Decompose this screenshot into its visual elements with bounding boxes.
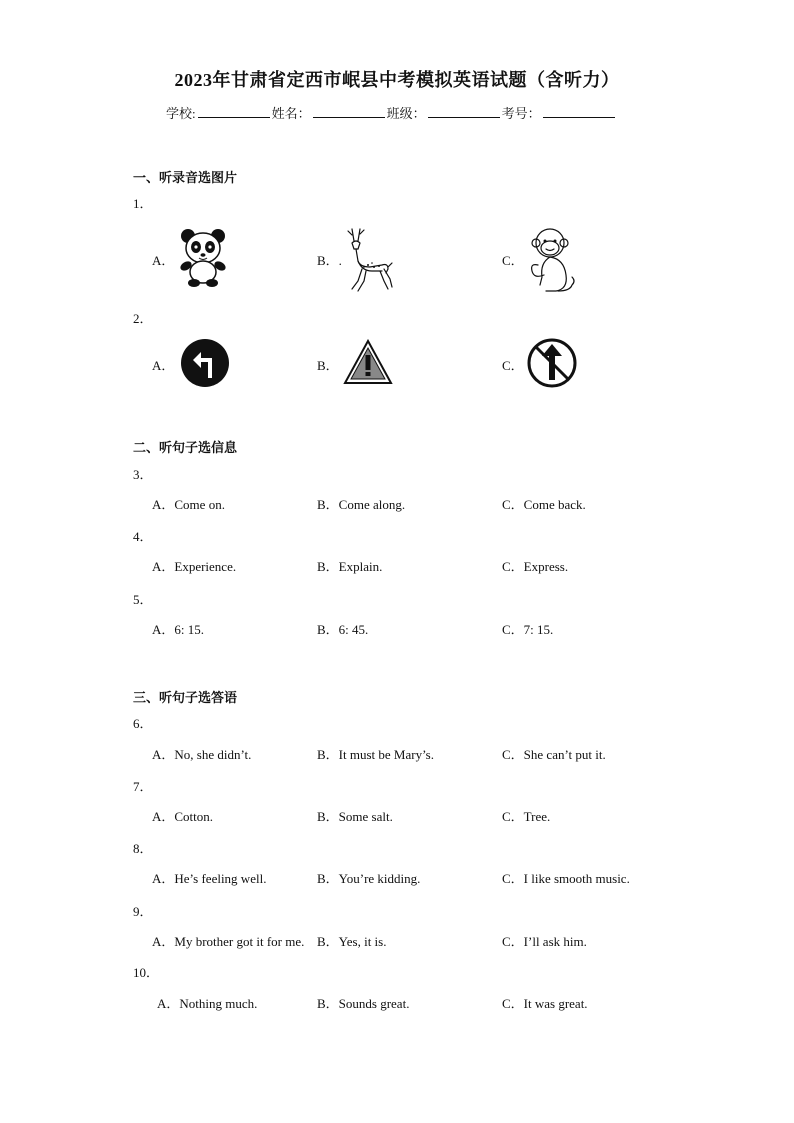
section-heading-3: 三、听句子选答语	[133, 690, 238, 705]
q1-option-c[interactable]: C．	[502, 253, 524, 268]
q5-option-a[interactable]: A．6: 15.	[152, 622, 205, 637]
school-blank[interactable]	[198, 105, 270, 118]
question-number-9: 9．	[133, 904, 153, 919]
number-label: 考号：	[501, 106, 541, 121]
class-blank[interactable]	[428, 105, 500, 118]
student-info-line	[166, 103, 617, 122]
question-number-3: 3．	[133, 467, 153, 482]
section-heading-1: 一、听录音选图片	[133, 170, 238, 185]
q3-option-b[interactable]: B．Come along.	[317, 497, 406, 512]
q1-option-b[interactable]: B．.	[317, 253, 342, 268]
deer-icon	[344, 227, 394, 293]
q9-option-b[interactable]: B．Yes, it is.	[317, 934, 387, 949]
question-number-10: 10．	[133, 965, 160, 980]
q7-option-c[interactable]: C．Tree.	[502, 809, 551, 824]
question-number-8: 8．	[133, 841, 153, 856]
q8-option-c[interactable]: C．I like smooth music.	[502, 871, 630, 886]
q4-option-b[interactable]: B．Explain.	[317, 559, 383, 574]
turn-left-sign-icon	[180, 338, 230, 388]
q8-option-a[interactable]: A．He’s feeling well.	[152, 871, 267, 886]
q9-option-c[interactable]: C．I’ll ask him.	[502, 934, 587, 949]
no-straight-sign-icon	[527, 338, 577, 388]
q3-option-a[interactable]: A．Come on.	[152, 497, 225, 512]
q5-option-c[interactable]: C．7: 15.	[502, 622, 554, 637]
q2-option-b[interactable]: B．	[317, 358, 339, 373]
question-number-1: 1．	[133, 196, 153, 211]
panda-icon	[178, 226, 228, 288]
q1-option-a[interactable]: A．	[152, 253, 175, 268]
question-number-5: 5．	[133, 592, 153, 607]
page-title: 2023年甘肃省定西市岷县中考模拟英语试题（含听力）	[174, 70, 620, 90]
q7-option-b[interactable]: B．Some salt.	[317, 809, 393, 824]
q6-option-b[interactable]: B．It must be Mary’s.	[317, 747, 434, 762]
q5-option-b[interactable]: B．6: 45.	[317, 622, 369, 637]
q10-option-c[interactable]: C．It was great.	[502, 996, 588, 1011]
question-number-2: 2．	[133, 311, 153, 326]
school-label: 学校:	[166, 106, 196, 121]
q4-option-c[interactable]: C．Express.	[502, 559, 569, 574]
q10-option-a[interactable]: A．Nothing much.	[157, 996, 258, 1011]
question-number-7: 7．	[133, 779, 153, 794]
q6-option-c[interactable]: C．She can’t put it.	[502, 747, 606, 762]
q2-option-a[interactable]: A．	[152, 358, 175, 373]
q2-option-c[interactable]: C．	[502, 358, 524, 373]
question-number-6: 6．	[133, 716, 153, 731]
q6-option-a[interactable]: A．No, she didn’t.	[152, 747, 252, 762]
class-label: 班级：	[386, 106, 426, 121]
q4-option-a[interactable]: A．Experience.	[152, 559, 237, 574]
q10-option-b[interactable]: B．Sounds great.	[317, 996, 410, 1011]
q8-option-b[interactable]: B．You’re kidding.	[317, 871, 421, 886]
number-blank[interactable]	[543, 105, 615, 118]
section-heading-2: 二、听句子选信息	[133, 440, 238, 455]
warning-sign-icon	[343, 339, 393, 385]
name-label: 姓名：	[271, 106, 311, 121]
q7-option-a[interactable]: A．Cotton.	[152, 809, 214, 824]
question-number-4: 4．	[133, 529, 153, 544]
monkey-icon	[528, 225, 580, 295]
q9-option-a[interactable]: A．My brother got it for me.	[152, 934, 305, 949]
name-blank[interactable]	[313, 105, 385, 118]
q3-option-c[interactable]: C．Come back.	[502, 497, 586, 512]
